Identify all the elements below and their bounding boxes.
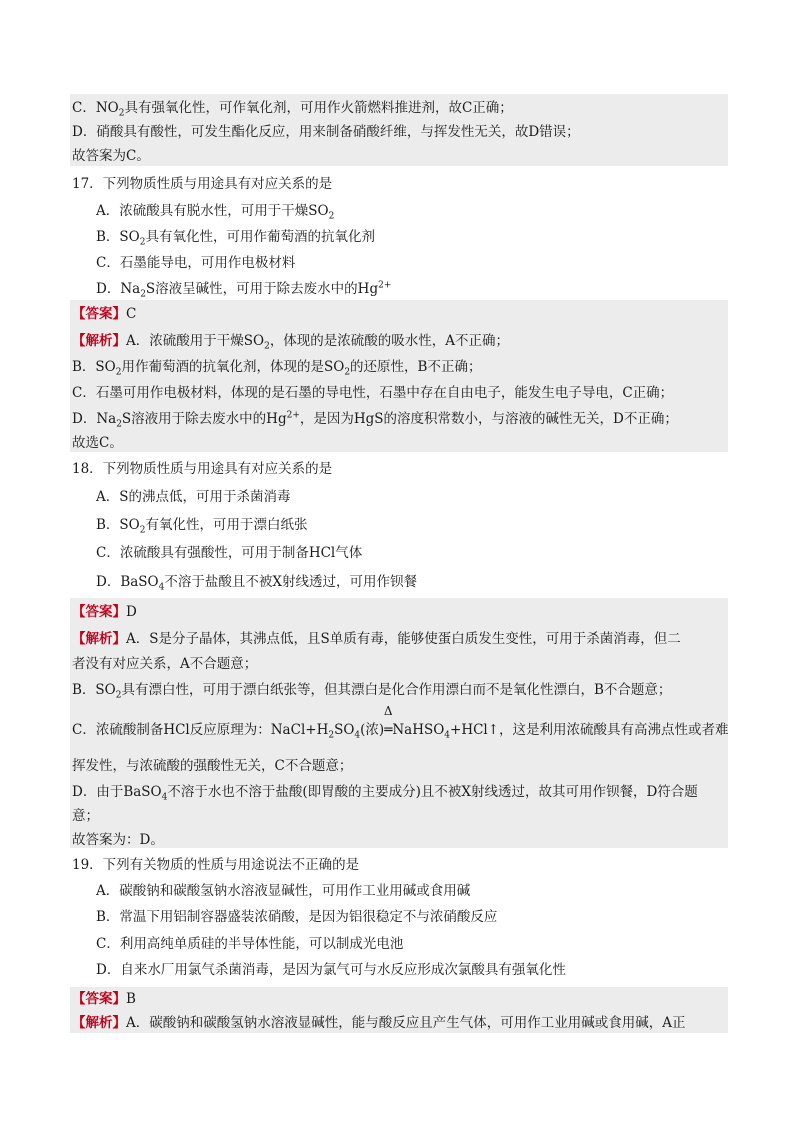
q17-option-d: D．$Na_2S$溶液呈碱性，可用于除去废水中的$Hg^{2+}$ — [96, 280, 392, 300]
q17-analysis-d: D．$Na_2S$溶液用于除去废水中的$Hg^{2+}$，是因为HgS的溶度积常数小，与溶液的碱性无关，D不正确； — [72, 410, 678, 430]
q17-option-b: B．$SO_2$具有氧化性，可用作葡萄酒的抗氧化剂 — [96, 229, 375, 248]
heating-condition-arrow: Δ ═ — [383, 704, 393, 738]
q18-conclusion: 故答案为：D。 — [72, 832, 164, 848]
q18-option-a: A．S的沸点低，可用于杀菌消毒 — [96, 489, 291, 505]
prev-solution-c: C．$NO_2$具有强氧化性，可作氧化剂，可用作火箭燃料推进剂，故C正确； — [72, 100, 513, 119]
q17-option-a: A．浓硫酸具有脱水性，可用于干燥$SO_2$ — [96, 203, 335, 222]
q18-analysis-a: 【解析】A．S是分子晶体，其沸点低，且S单质有毒，能够使蛋白质发生变性，可用于杀菌消毒，但二 — [72, 631, 681, 647]
q17-conclusion: 故选C。 — [72, 435, 123, 451]
q18-analysis-b: B．$SO_2$具有漂白性，可用于漂白纸张等，但其漂白是化合作用漂白而不是氧化性漂白，B不合题意； — [72, 682, 672, 701]
answer-label: 【答案】 — [72, 604, 126, 620]
q18-analysis-d-cont: 意； — [72, 808, 99, 824]
q18-stem: 18．下列物质性质与用途具有对应关系的是 — [72, 461, 333, 477]
q19-option-b: B．常温下用铝制容器盛装浓硝酸，是因为铝很稳定不与浓硝酸反应 — [96, 909, 498, 925]
q17-analysis-c: C．石墨可用作电极材料，体现的是石墨的导电性，石墨中存在自由电子，能发生电子导电，C正确； — [72, 385, 674, 401]
q17-answer: 【答案】C — [72, 306, 137, 322]
q19-option-a: A．碳酸钠和碳酸氢钠水溶液显碱性，可用作工业用碱或食用碱 — [96, 883, 471, 899]
q18-option-c: C．浓硫酸具有强酸性，可用于制备HCl气体 — [96, 545, 363, 561]
q19-option-d: D．自来水厂用氯气杀菌消毒，是因为氯气可与水反应形成次氯酸具有强氧化性 — [96, 962, 566, 978]
q17-stem: 17．下列物质性质与用途具有对应关系的是 — [72, 176, 333, 192]
q18-option-d: D．BaSO$_4$不溶于盐酸且不被X射线透过，可用作钡餐 — [96, 574, 417, 593]
q17-option-c: C．石墨能导电，可用作电极材料 — [96, 255, 296, 271]
q17-analysis-b: B．$SO_2$用作葡萄酒的抗氧化剂，体现的是$SO_2$的还原性，B不正确； — [72, 359, 482, 378]
q18-analysis-d: D．由于BaSO$_4$不溶于水也不溶于盐酸(即胃酸的主要成分)且不被X射线透过，故其可用作钡餐，D符合题 — [72, 784, 698, 803]
q19-option-c: C．利用高纯单质硅的半导体性能，可以制成光电池 — [96, 936, 404, 952]
q18-option-b: B．$SO_2$有氧化性，可用于漂白纸张 — [96, 517, 308, 536]
analysis-label: 【解析】 — [72, 1015, 126, 1031]
q18-analysis-c-cont: 挥发性，与浓硫酸的强酸性无关，C不合题意； — [72, 758, 353, 774]
q19-answer: 【答案】B — [72, 991, 136, 1007]
q18-analysis-c: C．浓硫酸制备HCl反应原理为：$NaCl+H_2SO_4$(浓) Δ ═NaHSO$_4$+HCl↑，这是利用浓硫酸具有高沸点性或者难 — [72, 704, 729, 741]
answer-label: 【答案】 — [72, 306, 126, 322]
answer-label: 【答案】 — [72, 991, 126, 1007]
q17-analysis-a: 【解析】A．浓硫酸用于干燥$SO_2$，体现的是浓硫酸的吸水性，A不正确； — [72, 333, 510, 352]
q18-answer: 【答案】D — [72, 604, 137, 620]
analysis-label: 【解析】 — [72, 631, 126, 647]
analysis-label: 【解析】 — [72, 333, 126, 349]
prev-solution-d: D．硝酸具有酸性，可发生酯化反应，用来制备硝酸纤维，与挥发性无关，故D错误； — [72, 124, 580, 140]
q18-analysis-a-cont: 者没有对应关系，A不合题意； — [72, 656, 258, 672]
q19-analysis-a: 【解析】A．碳酸钠和碳酸氢钠水溶液显碱性，能与酸反应且产生气体，可用作工业用碱或食用碱，A正 — [72, 1015, 686, 1031]
prev-solution-conclusion: 故答案为C。 — [72, 148, 150, 164]
q19-stem: 19．下列有关物质的性质与用途说法不正确的是 — [72, 857, 360, 873]
